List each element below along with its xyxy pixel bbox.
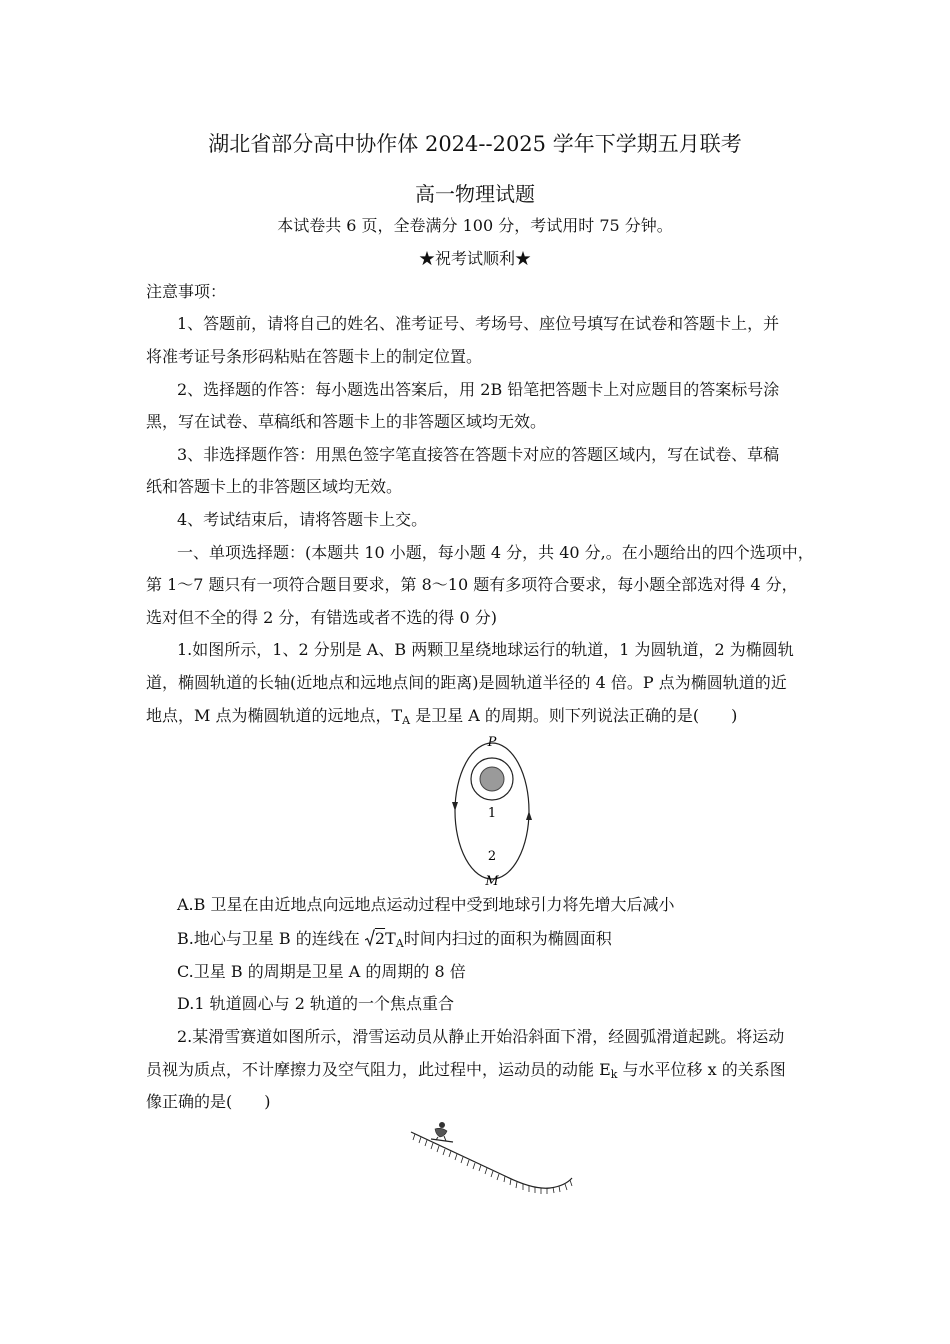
notice-item-4: 4、考试结束后，请将答题卡上交。	[177, 510, 428, 529]
orbit-arrow-left-icon	[452, 802, 458, 811]
q1-option-b: B.地心与卫星 B 的连线在 $2T_A$时间内扫过的面积为椭圆面积	[177, 929, 612, 950]
skier-icon	[431, 1122, 453, 1142]
label-m: M	[485, 874, 499, 888]
notice-item-3-cont: 纸和答题卡上的非答题区域均无效。	[146, 477, 403, 496]
label-orbit-2: 2	[487, 849, 497, 864]
q2-stem-line2: 员视为质点，不计摩擦力及空气阻力，此过程中，运动员的动能 $E_k$ 与水平位移 x 的关系图	[146, 1060, 786, 1081]
ski-slope-track	[411, 1132, 572, 1188]
sqrt-symbol-icon	[365, 929, 375, 947]
q1-stem-line3: 地点，M 点为椭圆轨道的远地点，$T_A$ 是卫星 A 的周期。则下列说法正确的是( )	[146, 706, 738, 727]
q1-stem-line2: 道，椭圆轨道的长轴(近地点和远地点间的距离)是圆轨道半径的 4 倍。P 点为椭圆轨道的近	[146, 673, 787, 692]
q2-stem-line3: 像正确的是( )	[146, 1092, 271, 1111]
exam-title: 湖北省部分高中协作体 2024--2025 学年下学期五月联考	[208, 132, 742, 156]
label-orbit-1: 1	[487, 806, 497, 821]
q1-stem-line1: 1.如图所示，1、2 分别是 A、B 两颗卫星绕地球运行的轨道，1 为圆轨道，2 为椭圆轨	[177, 640, 794, 659]
earth-icon	[480, 767, 504, 791]
q1-option-d: D.1 轨道圆心与 2 轨道的一个焦点重合	[177, 994, 454, 1013]
section1-instructions: 一、单项选择题：(本题共 10 小题，每小题 4 分，共 40 分,。在小题给出的四个选项中，	[177, 543, 814, 562]
label-p: P	[487, 735, 497, 750]
exam-wish: ★祝考试顺利★	[418, 249, 531, 268]
section1-instructions-cont-1: 第 1～7 题只有一项符合题目要求，第 8～10 题有多项符合要求，每小题全部选对得 4 分，	[146, 575, 798, 594]
notice-item-1-cont: 将准考证号条形码粘贴在答题卡上的制定位置。	[146, 347, 483, 366]
q1-option-c: C.卫星 B 的周期是卫星 A 的周期的 8 倍	[177, 962, 466, 981]
section1-instructions-cont-2: 选对但不全的得 2 分，有错选或者不选的得 0 分)	[146, 608, 497, 627]
notice-item-2: 2、选择题的作答：每小题选出答案后，用 2B 铅笔把答题卡上对应题目的答案标号涂	[177, 380, 780, 399]
exam-subtitle: 高一物理试题	[415, 182, 535, 206]
q2-stem-line1: 2.某滑雪赛道如图所示，滑雪运动员从静止开始沿斜面下滑，经圆弧滑道起跳。将运动	[177, 1027, 785, 1046]
track-hatching	[413, 1134, 572, 1194]
notice-heading: 注意事项：	[146, 282, 227, 301]
q1-option-a: A.B 卫星在由近地点向远地点运动过程中受到地球引力将先增大后减小	[177, 895, 675, 914]
notice-item-2-cont: 黑，写在试卷、草稿纸和答题卡上的非答题区域均无效。	[146, 412, 547, 431]
exam-info: 本试卷共 6 页，全卷满分 100 分，考试用时 75 分钟。	[277, 216, 673, 235]
notice-item-3: 3、非选择题作答：用黑色签字笔直接答在答题卡对应的答题区域内，写在试卷、草稿	[177, 445, 780, 464]
notice-item-1: 1、答题前，请将自己的姓名、准考证号、考场号、座位号填写在试卷和答题卡上，并	[177, 314, 780, 333]
orbit-arrow-right-icon	[526, 811, 532, 820]
orbit-diagram	[440, 732, 550, 888]
ski-track-diagram	[405, 1118, 580, 1200]
